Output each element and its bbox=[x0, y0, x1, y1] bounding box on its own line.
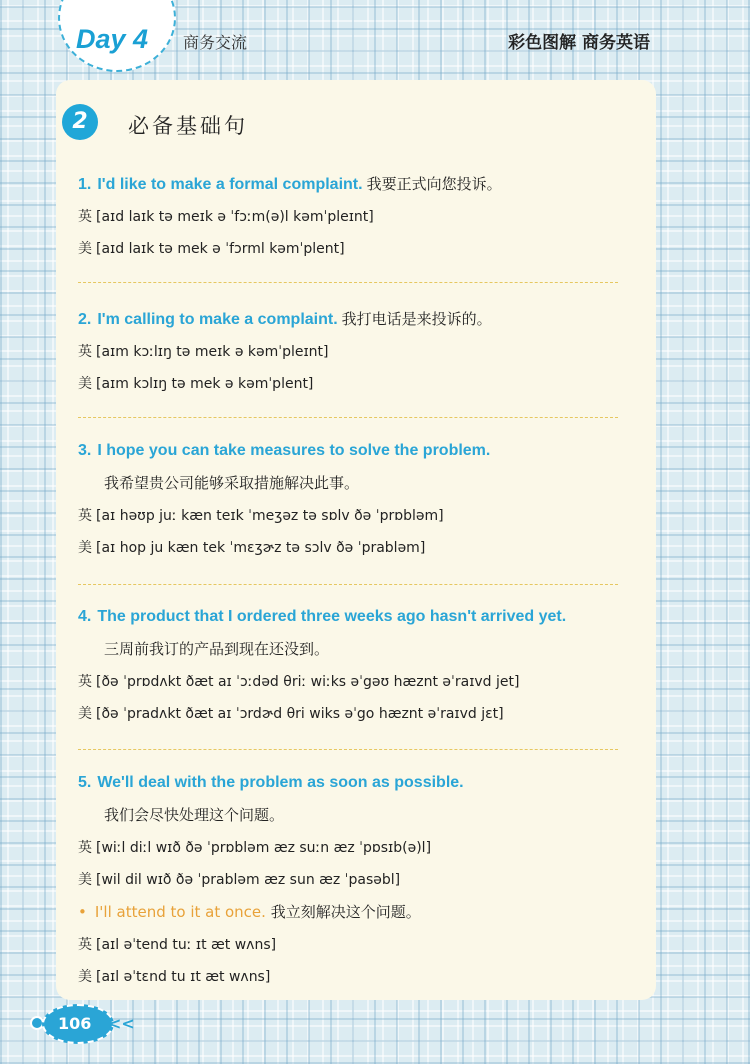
us-phonetic: 美 [aɪd laɪk tə mek ə ˈfɔrml kəmˈplent] bbox=[78, 241, 345, 257]
us-phonetic: 美 [aɪ hop ju kæn tek ˈmɛʒɚz tə sɔlv ðə ˈprabləm] bbox=[78, 540, 426, 556]
us-phonetic: 美 [aɪm kɔlɪŋ tə mek ə kəmˈplent] bbox=[78, 376, 314, 392]
page-number-badge bbox=[28, 1002, 108, 1046]
section-number-icon: 2 bbox=[62, 104, 98, 140]
chinese-translation: 我希望贵公司能够采取措施解决此事。 bbox=[104, 474, 360, 492]
page-number: 106 bbox=[58, 1014, 92, 1033]
dashed-divider bbox=[78, 749, 618, 750]
english-sentence: 5. We'll deal with the problem as soon as possible. bbox=[78, 774, 464, 791]
chapter-name: 商务交流 bbox=[183, 33, 248, 52]
dashed-divider bbox=[78, 417, 618, 418]
uk-phonetic: 英 [aɪl əˈtend tuː ɪt æt wʌns] bbox=[78, 937, 277, 953]
dashed-divider bbox=[78, 282, 618, 283]
sentence-item-5 bbox=[78, 774, 638, 986]
uk-phonetic: 英 [aɪd laɪk tə meɪk ə ˈfɔːm(ə)l kəmˈpleɪnt] bbox=[78, 209, 374, 225]
english-sentence: 1. I'd like to make a formal complaint. 我要正式向您投诉。 bbox=[78, 175, 502, 193]
us-phonetic: 美 [ðə ˈpradʌkt ðæt aɪ ˈɔrdɚd θri wiks əˈgo hæznt əˈraɪvd jɛt] bbox=[78, 706, 504, 722]
sentence-item-2 bbox=[78, 308, 638, 393]
chinese-translation: 我要正式向您投诉。 bbox=[366, 175, 502, 193]
uk-phonetic: 英 [aɪ həʊp juː kæn teɪk ˈmeʒəz tə sɒlv ðə ˈprɒbləm] bbox=[78, 508, 444, 524]
chinese-translation: 我立刻解决这个问题。 bbox=[270, 903, 421, 921]
us-phonetic: 美 [wil dil wɪð ðə ˈprabləm æz sun æz ˈpasəbl] bbox=[78, 872, 401, 888]
english-sentence: 2. I'm calling to make a complaint. 我打电话是来投诉的。 bbox=[78, 310, 492, 328]
us-phonetic: 美 [aɪl əˈtɛnd tu ɪt æt wʌns] bbox=[78, 969, 271, 985]
sentence-item-1 bbox=[78, 173, 638, 258]
uk-phonetic: 英 [wiːl diːl wɪð ðə ˈprɒbləm æz suːn æz ˈpɒsɪb(ə)l] bbox=[78, 840, 432, 856]
chinese-translation: 三周前我订的产品到现在还没到。 bbox=[104, 640, 330, 658]
day-badge-label: Day 4 bbox=[76, 24, 149, 54]
book-title: 彩色图解 商务英语 bbox=[508, 33, 650, 53]
english-sentence: 3. I hope you can take measures to solve the problem. bbox=[78, 442, 491, 459]
sentence-item-3 bbox=[78, 442, 638, 557]
alternative-sentence: • I'll attend to it at once. 我立刻解决这个问题。 bbox=[78, 903, 421, 921]
english-sentence: 4. The product that I ordered three weeks ago hasn't arrived yet. bbox=[78, 608, 567, 625]
double-chevron-left-icon: << bbox=[108, 1014, 135, 1033]
chinese-translation: 我们会尽快处理这个问题。 bbox=[104, 806, 285, 824]
section-title: 必备基础句 bbox=[128, 114, 248, 138]
dashed-divider bbox=[78, 584, 618, 585]
uk-phonetic: 英 [ðə ˈprɒdʌkt ðæt aɪ ˈɔːdəd θriː wiːks əˈgəʊ hæznt əˈraɪvd jet] bbox=[78, 674, 520, 690]
uk-phonetic: 英 [aɪm kɔːlɪŋ tə meɪk ə kəmˈpleɪnt] bbox=[78, 344, 329, 360]
bullet-icon: • bbox=[78, 903, 87, 921]
sentence-item-4 bbox=[78, 608, 638, 723]
chinese-translation: 我打电话是来投诉的。 bbox=[341, 310, 492, 328]
